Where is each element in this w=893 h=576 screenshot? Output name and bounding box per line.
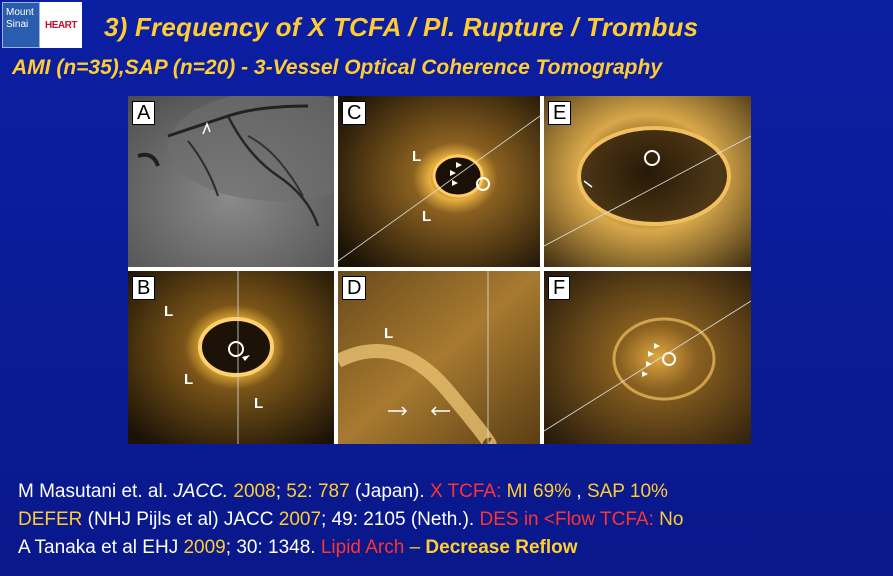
panel-a-angiogram: [128, 96, 334, 267]
ref-text: (NHJ Pijls et al) JACC: [82, 509, 279, 530]
lumen-label: L: [412, 148, 422, 165]
ref-highlight: X TCFA:: [429, 481, 502, 502]
panel-c-oct: [338, 96, 540, 267]
ref-text: ;: [275, 481, 287, 502]
institution-logo: [2, 2, 82, 48]
lumen-label: L: [164, 303, 174, 320]
panel-label-b: B: [132, 276, 155, 300]
ref-result: No: [659, 509, 684, 530]
slide-title: 3) Frequency of X TCFA / Pl. Rupture / Trombus: [104, 12, 699, 42]
panel-e-oct: [544, 96, 751, 267]
reference-masutani: [18, 478, 683, 506]
oct-figure: [128, 96, 751, 444]
ref-text: ,: [571, 481, 587, 502]
lumen-label: L: [184, 371, 194, 388]
angiogram-image: [128, 96, 334, 267]
panel-label-c: C: [342, 101, 366, 125]
ref-year: 2009: [183, 537, 226, 558]
ref-highlight: Lipid Arch: [320, 537, 405, 558]
ref-study: DEFER: [18, 509, 83, 530]
logo-heart: HEART: [40, 2, 82, 48]
ref-text: M Masutani et. al.: [18, 481, 174, 502]
ref-text: (Japan).: [349, 481, 430, 502]
ref-year: 2008: [233, 481, 276, 502]
ref-text: ; 30: 1348.: [225, 537, 321, 558]
lumen-label: L: [254, 395, 264, 412]
logo-line-2: Sinai: [6, 19, 29, 30]
panel-d-oct: [338, 271, 540, 444]
oct-image-f: [544, 271, 751, 444]
oct-image-e: [544, 96, 751, 267]
references: [18, 478, 683, 562]
lumen-label: L: [384, 325, 394, 342]
ref-text: A Tanaka et al EHJ: [18, 537, 184, 558]
ref-result: Decrease Reflow: [425, 537, 578, 558]
oct-image-d: [338, 271, 540, 444]
ref-result: MI 69%: [506, 481, 572, 502]
logo-mount-sinai: [2, 2, 40, 48]
logo-line-1: Mount: [6, 7, 34, 18]
ref-highlight: DES in <Flow TCFA:: [479, 509, 654, 530]
oct-image-c: [338, 96, 540, 267]
panel-label-e: E: [548, 101, 571, 125]
reference-tanaka: [18, 534, 683, 562]
panel-label-d: D: [342, 276, 366, 300]
ref-text: ; 49: 2105 (Neth.).: [321, 509, 480, 530]
panel-f-oct: [544, 271, 751, 444]
panel-label-f: F: [548, 276, 570, 300]
panel-label-a: A: [132, 101, 155, 125]
lumen-label: L: [422, 208, 432, 225]
oct-image-b: [128, 271, 334, 444]
panel-b-oct: [128, 271, 334, 444]
slide-subtitle: AMI (n=35),SAP (n=20) - 3-Vessel Optical Coherence Tomography: [12, 56, 662, 79]
ref-text: –: [404, 537, 426, 558]
ref-volume: 52: 787: [286, 481, 350, 502]
ref-result: SAP 10%: [586, 481, 668, 502]
ref-journal: JACC.: [173, 481, 229, 502]
reference-defer: [18, 506, 683, 534]
ref-year: 2007: [278, 509, 322, 530]
